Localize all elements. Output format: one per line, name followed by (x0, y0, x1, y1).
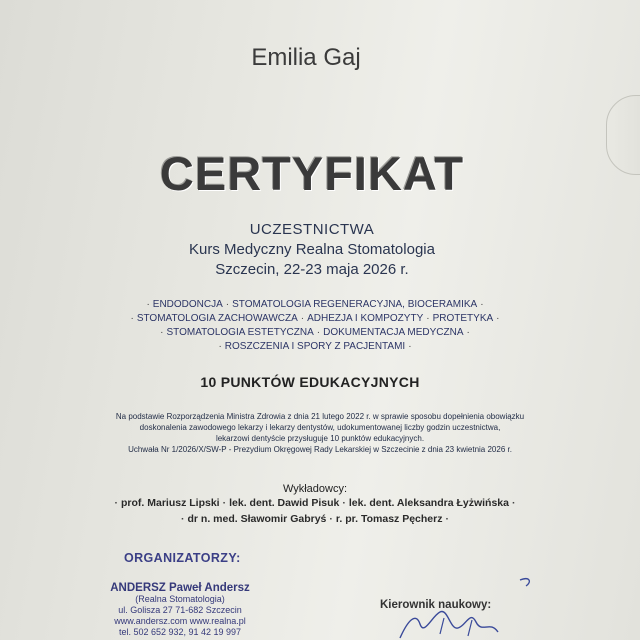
topic-line-3: · STOMATOLOGIA ESTETYCZNA · DOKUMENTACJA MEDYCZNA · (160, 327, 470, 338)
topic-item: STOMATOLOGIA ESTETYCZNA (166, 327, 314, 338)
lecturer-name: lek. dent. Dawid Pisuk (229, 497, 340, 509)
subtitle-line-2: Kurs Medyczny Realna Stomatologia (189, 241, 435, 258)
topic-line-4: · ROSZCZENIA I SPORY Z PACJENTAMI · (218, 341, 412, 352)
topic-item: PROTETYKA (432, 313, 494, 324)
recipient-name: Emilia Gaj (251, 44, 361, 71)
legal-line: doskonalenia zawodowego lekarzy i lekarzy dentystów, udokumentowanej liczby godzin uczestnictwa, (139, 423, 501, 432)
topic-item: STOMATOLOGIA REGENERACYJNA, BIOCERAMIKA (232, 299, 478, 310)
education-points: 10 PUNKTÓW EDUKACYJNYCH (200, 374, 420, 390)
organizer-block (80, 582, 280, 638)
certificate-title: CERTYFIKAT (159, 147, 465, 200)
topic-item: ROSZCZENIA I SPORY Z PACJENTAMI (224, 341, 406, 352)
lecturer-name: prof. Mariusz Lipski (121, 497, 220, 509)
lecturer-name: r. pr. Tomasz Pęcherz (335, 513, 443, 525)
lecturer-name: dr n. med. Sławomir Gabryś (187, 513, 327, 525)
organizer-sub: (Realna Stomatologia) (135, 594, 225, 604)
organizer-name: ANDERSZ Paweł Andersz (110, 582, 250, 594)
signature-image (380, 572, 580, 640)
lecturers-line-1: · prof. Mariusz Lipski · lek. dent. Dawid Pisuk · lek. dent. Aleksandra Łyżwińska · (114, 497, 516, 509)
subtitle-line-1: UCZESTNICTWA (249, 221, 375, 238)
topic-item: DOKUMENTACJA MEDYCZNA (323, 327, 464, 338)
organizers-label: ORGANIZATORZY: (124, 551, 241, 565)
lecturers-label: Wykładowcy: (282, 483, 348, 495)
organizer-phone: tel. 502 652 932, 91 42 19 997 (118, 627, 242, 637)
topic-line-2: · STOMATOLOGIA ZACHOWAWCZA · ADHEZJA I KOMPOZYTY · PROTETYKA · (130, 313, 500, 324)
lecturers-line-2: · dr n. med. Sławomir Gabryś · r. pr. Tomasz Pęcherz · (181, 513, 449, 525)
organizer-address: ul. Golisza 27 71-682 Szczecin (118, 605, 242, 615)
legal-line: Uchwała Nr 1/2026/X/SW-P - Prezydium Okręgowej Rady Lekarskiej w Szczecinie z dnia 23 kwietnia 2026 r. (128, 445, 512, 454)
topic-line-1: · ENDODONCJA · STOMATOLOGIA REGENERACYJNA, BIOCERAMIKA · (146, 299, 484, 310)
scientific-head-label: Kierownik naukowy: (380, 599, 492, 611)
lecturer-name: lek. dent. Aleksandra Łyżwińska (348, 497, 509, 509)
legal-line: Na podstawie Rozporządzenia Ministra Zdrowia z dnia 21 lutego 2022 r. w sprawie sposobu dopełnienia obowiązku (115, 412, 525, 421)
topic-item: ENDODONCJA (152, 299, 223, 310)
legal-line: lekarzowi dentyście przysługuje 10 punktów edukacyjnych. (215, 434, 425, 443)
topics-list (0, 298, 630, 354)
topic-item: STOMATOLOGIA ZACHOWAWCZA (136, 313, 298, 324)
legal-text (20, 411, 620, 455)
organizer-web: www.andersz.com www.realna.pl (114, 616, 246, 626)
subtitle-line-3: Szczecin, 22-23 maja 2026 r. (215, 261, 409, 278)
topic-item: ADHEZJA I KOMPOZYTY (307, 313, 424, 324)
